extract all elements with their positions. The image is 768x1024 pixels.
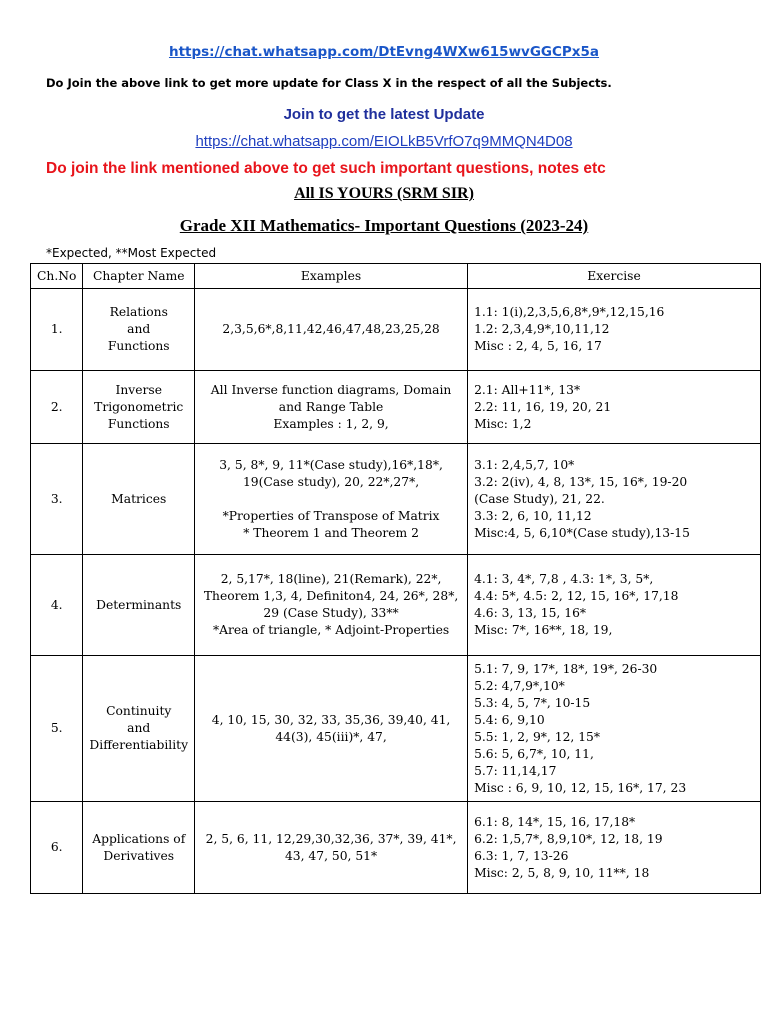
examples-cell: [195, 371, 468, 444]
examples-cell-line: 3, 5, 8*, 9, 11*(Case study),16*,18*,: [219, 457, 443, 472]
table-row: [31, 289, 761, 371]
examples-cell-line: 44(3), 45(iii)*, 47,: [275, 729, 387, 744]
table-body: [31, 289, 761, 894]
exercise-cell: [468, 444, 761, 555]
exercise-cell-line: 5.7: 11,14,17: [474, 763, 557, 778]
exercise-cell-line: 6.3: 1, 7, 13-26: [474, 848, 569, 863]
chapter-name-line: Relations: [109, 305, 168, 319]
table-row: [31, 656, 761, 802]
chapter-number: 5.: [31, 656, 83, 802]
chapter-name-line: Functions: [107, 339, 170, 353]
exercise-cell: [468, 802, 761, 894]
examples-cell-line: *Area of triangle, * Adjoint-Properties: [212, 623, 450, 637]
exercise-cell-line: 6.1: 8, 14*, 15, 16, 17,18*: [474, 814, 636, 829]
exercise-cell-line: (Case Study), 21, 22.: [474, 491, 605, 506]
exercise-cell-line: 5.5: 1, 2, 9*, 12, 15*: [474, 729, 601, 744]
chapter-name-line: Determinants: [96, 597, 182, 612]
exercise-cell: [468, 289, 761, 371]
chapter-name-line: and: [127, 322, 151, 336]
chapter-name-line: Differentiability: [89, 738, 189, 752]
whatsapp-link-2[interactable]: https://chat.whatsapp.com/EIOLkB5VrfO7q9MMQN4D08: [195, 133, 573, 150]
whatsapp-link-1[interactable]: https://chat.whatsapp.com/DtEvng4WXw615wvGGCPx5a: [168, 44, 600, 60]
examples-cell-line: All Inverse function diagrams, Domain: [210, 382, 452, 397]
questions-table: [30, 263, 761, 894]
exercise-cell-line: 1.1: 1(i),2,3,5,6,8*,9*,12,15,16: [474, 305, 665, 319]
examples-cell-line: 2, 5, 6, 11, 12,29,30,32,36, 37*, 39, 41*,: [205, 831, 457, 846]
chapter-name-line: Derivatives: [103, 848, 175, 863]
header-chapter-name: Chapter Name: [83, 264, 195, 289]
examples-cell-line: [201, 491, 461, 508]
examples-cell-line: Theorem 1,3, 4, Definiton4, 24, 26*, 28*,: [203, 589, 459, 603]
document-title: Grade XII Mathematics- Important Questions (2023-24): [179, 216, 589, 235]
examples-cell-line: 43, 47, 50, 51*: [284, 848, 378, 863]
join-heading: Join to get the latest Update: [283, 106, 485, 123]
exercise-cell-line: 3.1: 2,4,5,7, 10*: [474, 457, 575, 472]
examples-cell-line: 2, 5,17*, 18(line), 21(Remark), 22*,: [220, 572, 442, 586]
exercise-cell-line: Misc : 6, 9, 10, 12, 15, 16*, 17, 23: [474, 780, 687, 795]
header-examples: Examples: [195, 264, 468, 289]
header-exercise: Exercise: [468, 264, 761, 289]
exercise-cell-line: 3.3: 2, 6, 10, 11,12: [474, 508, 592, 523]
table-row: [31, 555, 761, 656]
examples-cell-line: 19(Case study), 20, 22*,27*,: [242, 474, 420, 489]
exercise-cell-line: 4.1: 3, 4*, 7,8 , 4.3: 1*, 3, 5*,: [474, 572, 654, 586]
chapter-name-line: Applications of: [92, 831, 186, 846]
chapter-number: 6.: [31, 802, 83, 894]
exercise-cell-line: 5.3: 4, 5, 7*, 10-15: [474, 695, 591, 710]
chapter-name: [83, 371, 195, 444]
chapter-name: [83, 555, 195, 656]
exercise-cell-line: 5.2: 4,7,9*,10*: [474, 678, 565, 693]
chapter-name-line: Trigonometric: [94, 399, 184, 414]
examples-cell-line: *Properties of Transpose of Matrix: [222, 508, 440, 523]
exercise-cell-line: 5.1: 7, 9, 17*, 18*, 19*, 26-30: [474, 661, 658, 676]
exercise-cell-line: Misc: 2, 5, 8, 9, 10, 11**, 18: [474, 865, 650, 880]
exercise-cell: [468, 555, 761, 656]
examples-cell-line: * Theorem 1 and Theorem 2: [243, 525, 419, 540]
exercise-cell-line: 1.2: 2,3,4,9*,10,11,12: [474, 322, 610, 336]
chapter-number: 2.: [31, 371, 83, 444]
legend-note: *Expected, **Most Expected: [46, 246, 217, 260]
exercise-cell-line: 2.1: All+11*, 13*: [474, 382, 581, 397]
chapter-number: 4.: [31, 555, 83, 656]
exercise-cell: [468, 656, 761, 802]
examples-cell: [195, 656, 468, 802]
chapter-number: 3.: [31, 444, 83, 555]
exercise-cell-line: 2.2: 11, 16, 19, 20, 21: [474, 399, 612, 414]
exercise-cell-line: 6.2: 1,5,7*, 8,9,10*, 12, 18, 19: [474, 831, 663, 846]
exercise-cell-line: Misc:4, 5, 6,10*(Case study),13-15: [474, 525, 690, 540]
exercise-cell-line: Misc: 7*, 16**, 18, 19,: [474, 623, 613, 637]
exercise-cell: [468, 371, 761, 444]
exercise-cell-line: 5.4: 6, 9,10: [474, 712, 545, 727]
exercise-cell-line: Misc : 2, 4, 5, 16, 17: [474, 339, 602, 353]
chapter-name-line: Inverse: [115, 382, 162, 397]
chapter-name: [83, 289, 195, 371]
join-reminder: Do join the link mentioned above to get such important questions, notes etc: [46, 160, 606, 177]
chapter-name-line: Matrices: [111, 491, 167, 506]
chapter-name: [83, 444, 195, 555]
table-header-row: [31, 264, 761, 289]
author-title: All IS YOURS (SRM SIR): [294, 185, 474, 202]
table-row: [31, 371, 761, 444]
exercise-cell-line: Misc: 1,2: [474, 416, 532, 431]
chapter-name: [83, 802, 195, 894]
examples-cell: [195, 289, 468, 371]
chapter-name: [83, 656, 195, 802]
table-row: [31, 802, 761, 894]
join-instruction: Do Join the above link to get more update for Class X in the respect of all the Subjects.: [46, 76, 612, 90]
exercise-cell-line: 3.2: 2(iv), 4, 8, 13*, 15, 16*, 19-20: [474, 474, 688, 489]
exercise-cell-line: 4.6: 3, 13, 15, 16*: [474, 606, 587, 620]
chapter-name-line: Continuity: [106, 704, 172, 718]
chapter-name-line: Functions: [107, 416, 170, 431]
exercise-cell-line: 4.4: 5*, 4.5: 2, 12, 15, 16*, 17,18: [474, 589, 679, 603]
table-row: [31, 444, 761, 555]
examples-cell: [195, 802, 468, 894]
examples-cell-line: 2,3,5,6*,8,11,42,46,47,48,23,25,28: [222, 322, 440, 336]
exercise-cell-line: 5.6: 5, 6,7*, 10, 11,: [474, 746, 594, 761]
chapter-number: 1.: [31, 289, 83, 371]
examples-cell: [195, 444, 468, 555]
header-chno: Ch.No: [31, 264, 83, 289]
examples-cell: [195, 555, 468, 656]
examples-cell-line: and Range Table: [278, 399, 384, 414]
examples-cell-line: 29 (Case Study), 33**: [263, 606, 399, 620]
examples-cell-line: Examples : 1, 2, 9,: [273, 416, 389, 431]
examples-cell-line: 4, 10, 15, 30, 32, 33, 35,36, 39,40, 41,: [211, 712, 451, 727]
chapter-name-line: and: [127, 721, 151, 735]
